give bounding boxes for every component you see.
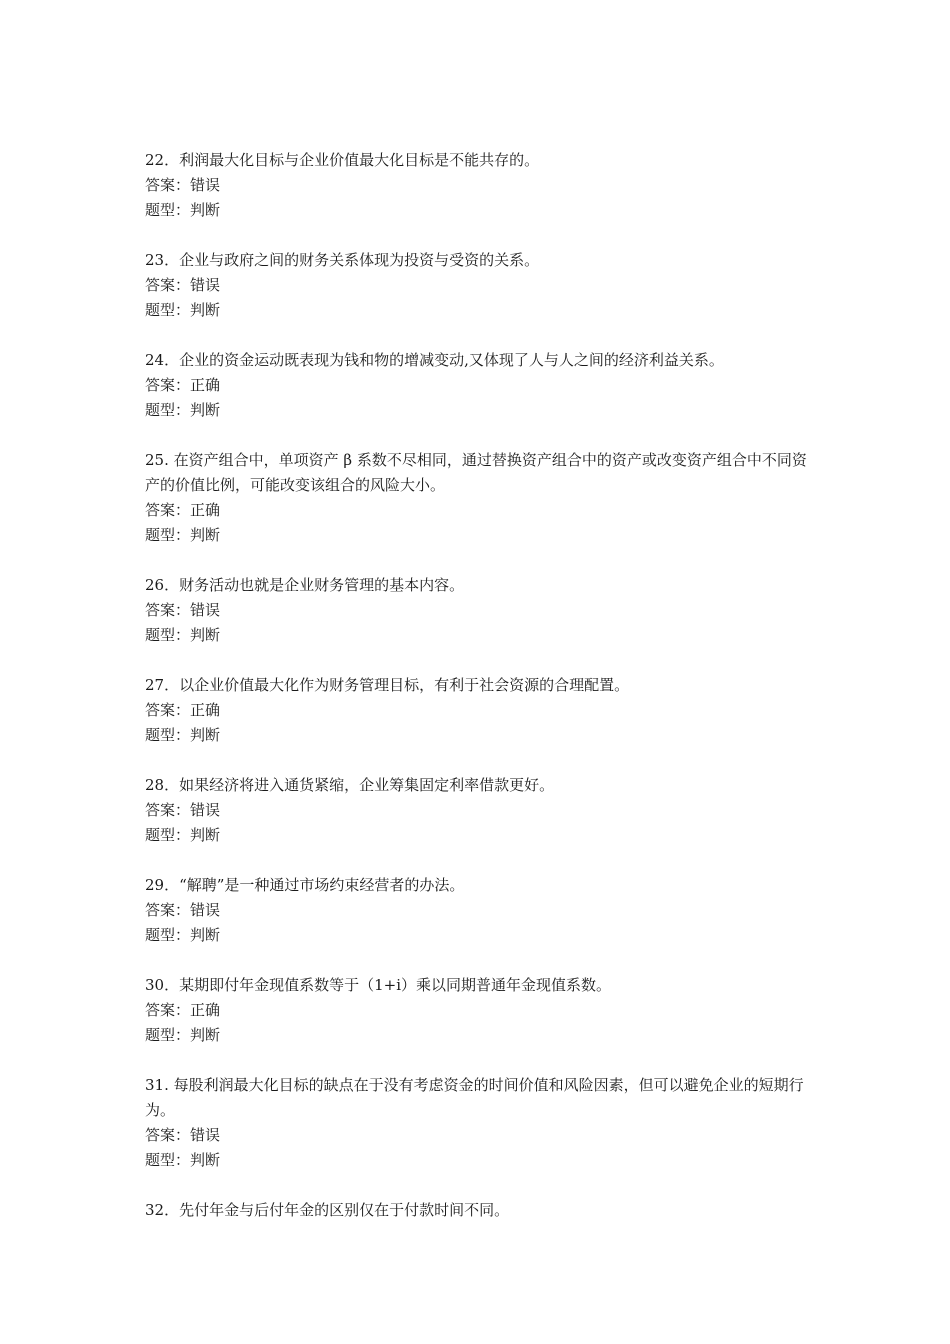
answer-line: 答案：正确 (145, 376, 221, 394)
question-item (145, 248, 815, 323)
type-line: 题型：判断 (145, 826, 221, 844)
answer-line: 答案：错误 (145, 901, 221, 919)
question-text: 23．企业与政府之间的财务关系体现为投资与受资的关系。 (145, 251, 540, 269)
question-text: 24．企业的资金运动既表现为钱和物的增减变动,又体现了人与人之间的经济利益关系。 (145, 351, 724, 369)
type-line: 题型：判断 (145, 626, 221, 644)
type-line: 题型：判断 (145, 1151, 221, 1169)
question-item (145, 1073, 815, 1173)
question-item (145, 773, 815, 848)
answer-line: 答案：错误 (145, 601, 221, 619)
type-line: 题型：判断 (145, 726, 221, 744)
answer-line: 答案：正确 (145, 701, 221, 719)
answer-line: 答案：错误 (145, 801, 221, 819)
type-line: 题型：判断 (145, 926, 221, 944)
answer-line: 答案：正确 (145, 501, 221, 519)
question-item (145, 673, 815, 748)
type-line: 题型：判断 (145, 526, 221, 544)
question-text: 29．“解聘”是一种通过市场约束经营者的办法。 (145, 876, 465, 894)
question-text: 30．某期即付年金现值系数等于（1+i）乘以同期普通年金现值系数。 (145, 976, 611, 994)
question-text: 27．以企业价值最大化作为财务管理目标，有利于社会资源的合理配置。 (145, 676, 630, 694)
answer-line: 答案：错误 (145, 276, 221, 294)
answer-line: 答案：正确 (145, 1001, 221, 1019)
question-text: 25. 在资产组合中，单项资产 β 系数不尽相同，通过替换资产组合中的资产或改变资产组合中不同资产的价值比例，可能改变该组合的风险大小。 (145, 451, 807, 494)
type-line: 题型：判断 (145, 201, 221, 219)
question-item (145, 448, 815, 548)
question-item (145, 148, 815, 223)
type-line: 题型：判断 (145, 1026, 221, 1044)
question-list (145, 148, 815, 1248)
question-text: 28．如果经济将进入通货紧缩，企业筹集固定利率借款更好。 (145, 776, 555, 794)
question-item (145, 873, 815, 948)
question-text: 22．利润最大化目标与企业价值最大化目标是不能共存的。 (145, 151, 540, 169)
type-line: 题型：判断 (145, 401, 221, 419)
question-item (145, 348, 815, 423)
answer-line: 答案：错误 (145, 1126, 221, 1144)
question-text: 31. 每股利润最大化目标的缺点在于没有考虑资金的时间价值和风险因素，但可以避免企业的短期行为。 (145, 1076, 804, 1119)
question-item (145, 973, 815, 1048)
question-item (145, 573, 815, 648)
question-item (145, 1198, 815, 1223)
answer-line: 答案：错误 (145, 176, 221, 194)
question-text: 32．先付年金与后付年金的区别仅在于付款时间不同。 (145, 1201, 510, 1219)
question-text: 26．财务活动也就是企业财务管理的基本内容。 (145, 576, 465, 594)
type-line: 题型：判断 (145, 301, 221, 319)
